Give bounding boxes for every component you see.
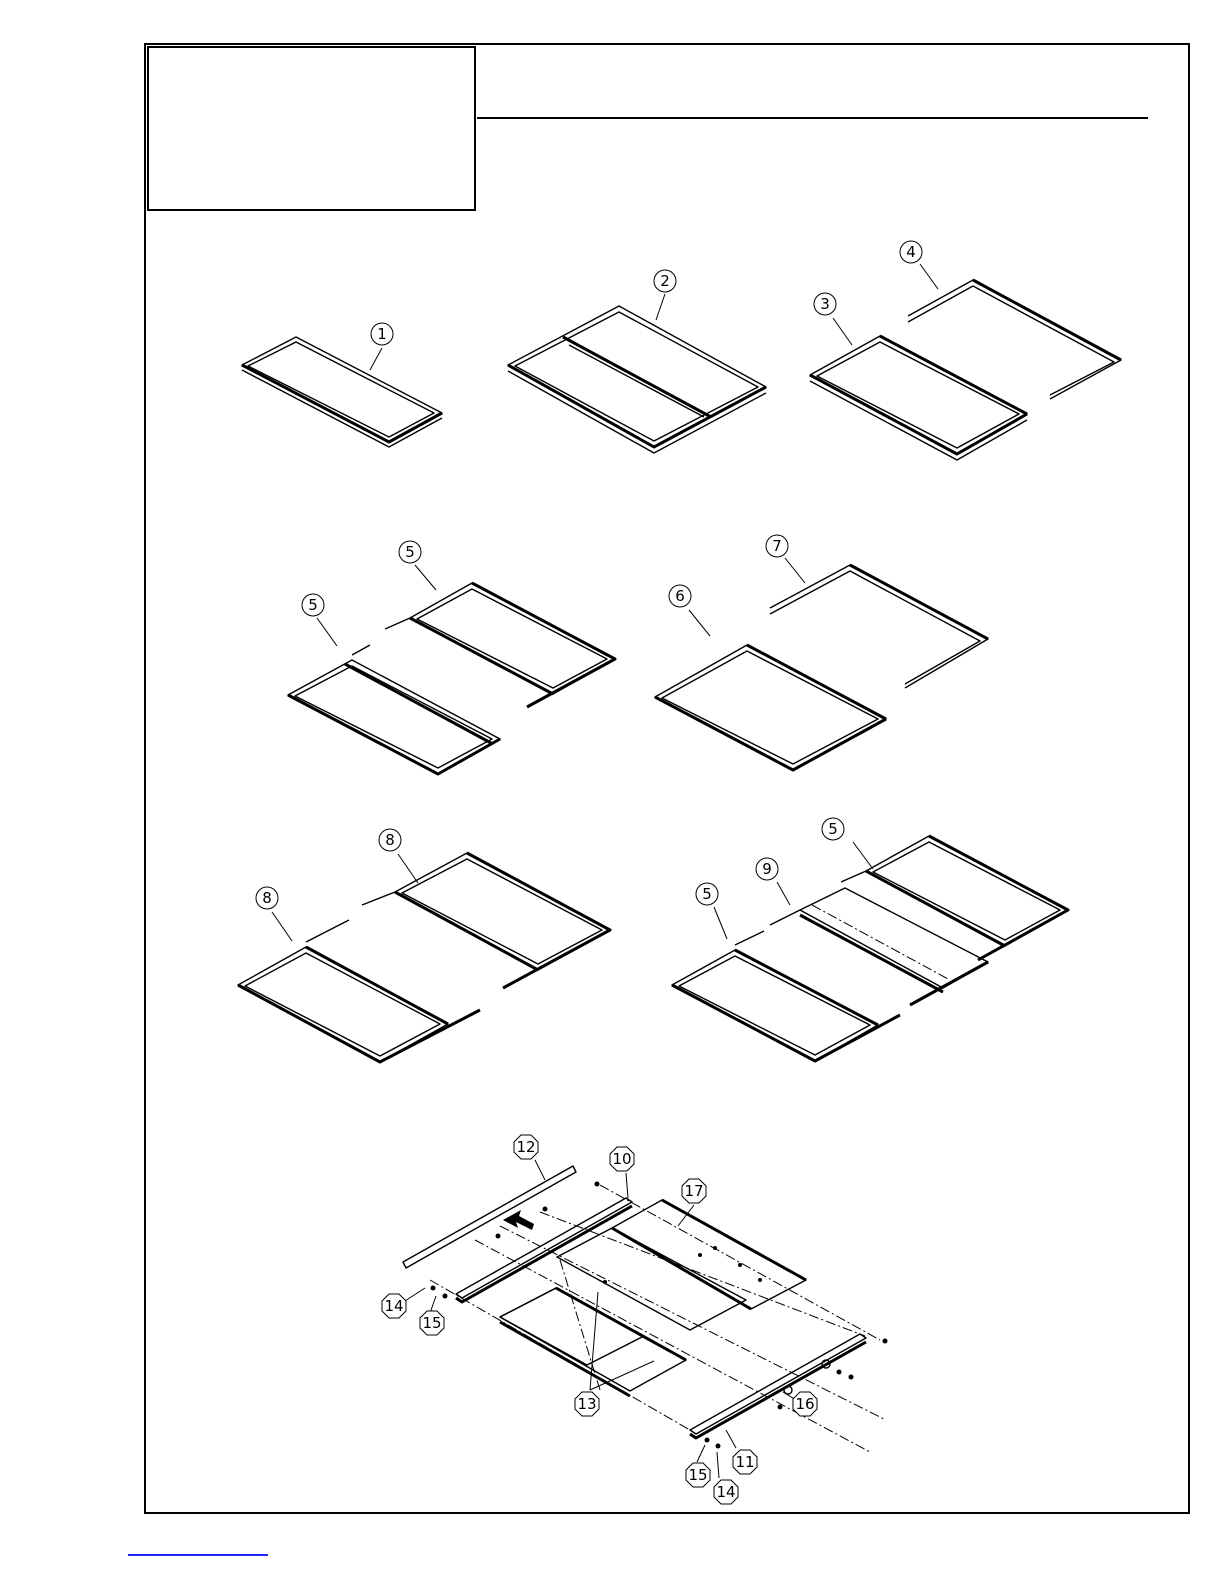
callout-label: 12 (516, 1138, 536, 1156)
callout-label: 9 (762, 860, 772, 878)
callout-14 (382, 1294, 406, 1318)
part-7-frame (770, 565, 988, 688)
part-8-frame-right (362, 853, 610, 988)
callout-label: 5 (828, 820, 838, 838)
part-9-frame (770, 888, 988, 1005)
callout-4 (900, 241, 922, 263)
part-3-frame (810, 336, 1027, 460)
callout-label: 6 (675, 587, 685, 605)
part-5-frame-left (288, 645, 500, 774)
callout-15 (420, 1311, 444, 1335)
bolts (431, 1182, 888, 1449)
callout-12 (514, 1135, 538, 1159)
part-2-frame (508, 306, 766, 453)
direction-arrow (503, 1210, 534, 1230)
callout-16 (793, 1392, 817, 1416)
callout-3 (814, 293, 836, 315)
callout-5 (399, 541, 421, 563)
sheet-border (145, 44, 1189, 1513)
callout-8 (379, 829, 401, 851)
callout-5 (822, 818, 844, 840)
callout-5 (696, 883, 718, 905)
callout-7 (766, 535, 788, 557)
callout-label: 16 (795, 1395, 815, 1413)
callout-11 (733, 1450, 757, 1474)
callout-label: 17 (684, 1182, 704, 1200)
callout-label: 5 (308, 596, 318, 614)
callout-label: 10 (612, 1150, 632, 1168)
footer-link-underline[interactable] (128, 1554, 268, 1556)
callout-label: 5 (405, 543, 415, 561)
callout-label: 3 (820, 295, 830, 313)
part-8-frame-left (238, 920, 480, 1062)
callout-label: 14 (716, 1483, 736, 1501)
part-1-frame (242, 337, 442, 447)
callout-label: 11 (735, 1453, 755, 1471)
callout-label: 7 (772, 537, 782, 555)
callout-label: 5 (702, 885, 712, 903)
callout-label: 2 (660, 272, 670, 290)
callout-label: 15 (422, 1314, 442, 1332)
callout-10 (610, 1147, 634, 1171)
callout-9 (756, 858, 778, 880)
part-6-frame (655, 645, 886, 770)
part-5-frame-b (841, 836, 1068, 960)
callout-5 (302, 594, 324, 616)
callout-label: 13 (577, 1395, 597, 1413)
callout-label: 8 (262, 889, 272, 907)
callout-14 (714, 1480, 738, 1504)
callout-1 (371, 323, 393, 345)
callout-label: 4 (906, 243, 916, 261)
callout-label: 1 (377, 325, 387, 343)
callout-15 (686, 1463, 710, 1487)
callout-2 (654, 270, 676, 292)
callout-label: 15 (688, 1466, 708, 1484)
leaders (272, 264, 938, 1478)
callout-8 (256, 887, 278, 909)
callout-17 (682, 1179, 706, 1203)
part-5-frame-right (385, 583, 615, 707)
callout-13 (575, 1392, 599, 1416)
title-block (148, 47, 475, 210)
callout-label: 8 (385, 831, 395, 849)
callout-6 (669, 585, 691, 607)
part-4-frame (908, 280, 1121, 399)
callout-label: 14 (384, 1297, 404, 1315)
